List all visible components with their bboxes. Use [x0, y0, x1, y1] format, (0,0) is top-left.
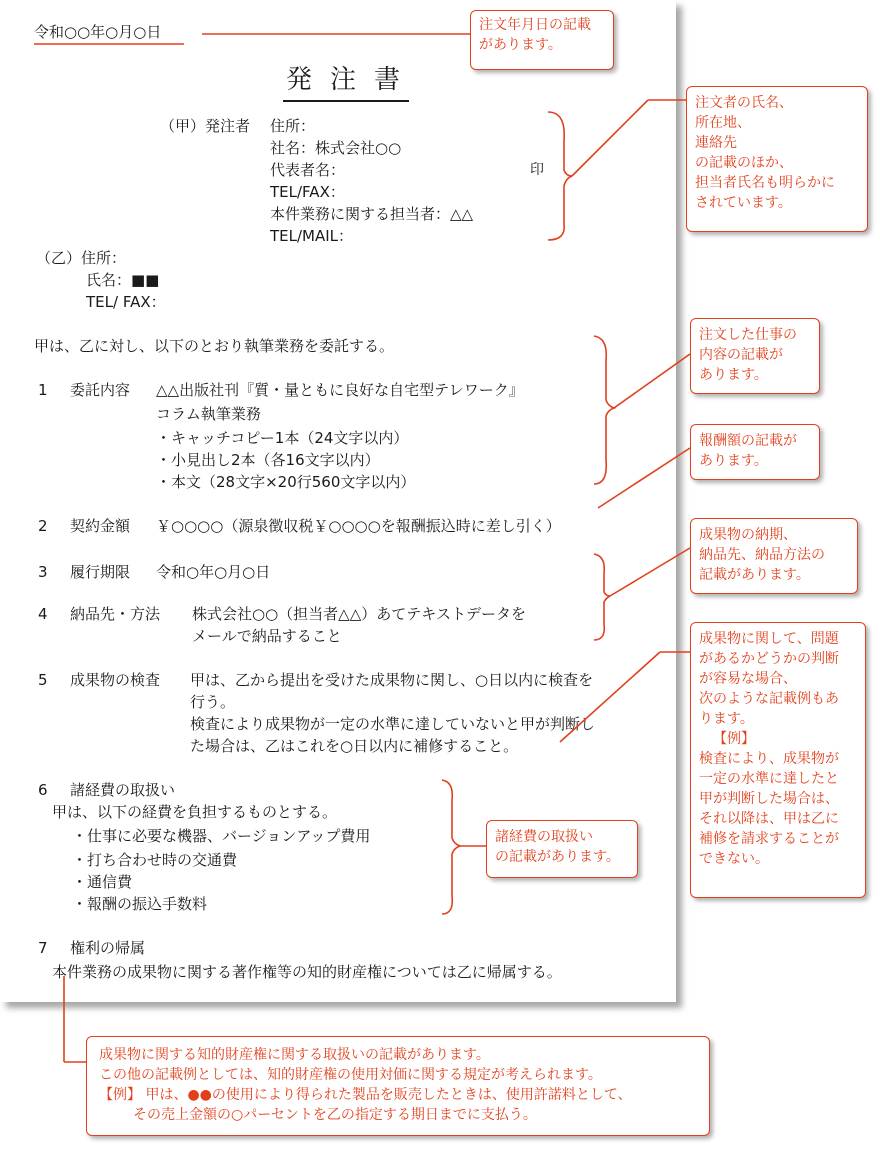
item-6-line: ・仕事に必要な機器、バージョンアップ費用 [72, 827, 371, 845]
callout-delivery: 成果物の納期、 納品先、納品方法の 記載があります。 [690, 518, 858, 594]
callout-fee: 報酬額の記載が あります。 [690, 424, 820, 480]
item-1-line: ・小見出し2本（各16文字以内） [156, 451, 380, 469]
item-6-line: 甲は、以下の経費を負担するものとする。 [52, 803, 338, 821]
item-7-number: 7 [38, 939, 48, 957]
order-date: 令和○○年○月○日 [34, 23, 162, 41]
work-connector [614, 354, 690, 408]
item-6-line: ・報酬の振込手数料 [72, 895, 208, 913]
inspection-connector [560, 652, 660, 742]
orderer-label: （甲）発注者 [160, 117, 251, 135]
orderer-address: 住所： [270, 117, 316, 135]
item-7-label: 権利の帰属 [70, 939, 146, 957]
item-3-number: 3 [38, 563, 48, 581]
item-7-text: 本件業務の成果物に関する著作権等の知的財産権については乙に帰属する。 [52, 963, 562, 981]
contractor-telfax: TEL/ FAX： [86, 293, 166, 311]
item-4-label: 納品先・方法 [70, 605, 161, 623]
item-6-line: ・打ち合わせ時の交通費 [72, 851, 238, 869]
item-2-number: 2 [38, 517, 48, 535]
item-4-number: 4 [38, 605, 48, 623]
callout-orderer: 注文者の氏名、 所在地、 連絡先 の記載のほか、 担当者氏名も明らかに されています。 [686, 86, 868, 232]
item-5-line: た場合は、乙はこれを○日以内に補修すること。 [190, 737, 519, 755]
orderer-connector [572, 100, 648, 176]
callout-rights: 成果物に関する知的財産権に関する取扱いの記載があります。 この他の記載例としては、知的財産権の使用対価に関する規定が考えられます。 【例】 甲は、●●の使用により得られた製品を販売したときは、使用許諾料として、 その売上金額の○パーセントを乙の指定する期日までに支払う。 [86, 1036, 710, 1136]
orderer-brace [548, 112, 572, 240]
item-5-number: 5 [38, 671, 48, 689]
item-1-line: コラム執筆業務 [156, 405, 261, 423]
expenses-brace [442, 780, 460, 914]
item-1-label: 委託内容 [70, 381, 131, 399]
item-4-line: 株式会社○○（担当者△△）あてテキストデータを [192, 605, 526, 623]
item-4-line: メールで納品すること [192, 627, 342, 645]
item-1-line: ・本文（28文字×20行560文字以内） [156, 473, 416, 491]
item-1-line: ・キャッチコピー1本（24文字以内） [156, 429, 409, 447]
item-6-number: 6 [38, 781, 48, 799]
item-3-label: 履行期限 [70, 563, 131, 581]
item-1-line: △△出版社刊『質・量ともに良好な自宅型テレワーク』 [156, 381, 524, 399]
intro-text: 甲は、乙に対し、以下のとおり執筆業務を委託する。 [34, 337, 395, 355]
item-3-text: 令和○年○月○日 [156, 563, 271, 581]
item-5-line: 甲は、乙から提出を受けた成果物に関し、○日以内に検査を [190, 671, 594, 689]
callout-date: 注文年月日の記載 があります。 [470, 10, 614, 70]
item-5-label: 成果物の検査 [70, 671, 161, 689]
callout-expenses: 諸経費の取扱い の記載があります。 [486, 820, 638, 878]
orderer-representative: 代表者名： [270, 161, 346, 179]
orderer-telmail: TEL/MAIL： [270, 227, 354, 245]
callout-work: 注文した仕事の 内容の記載が あります。 [690, 318, 820, 394]
item-5-line: 検査により成果物が一定の水準に達していないと甲が判断し [190, 715, 596, 733]
document-title: 発注書 [286, 65, 419, 95]
item-6-label: 諸経費の取扱い [70, 781, 176, 799]
orderer-company: 社名：株式会社○○ [270, 139, 402, 157]
contractor-address: （乙）住所： [36, 249, 127, 267]
fee-connector [598, 448, 690, 508]
delivery-connector [610, 548, 690, 596]
callout-inspection: 成果物に関して、問題 があるかどうかの判断 が容易な場合、 次のような記載例もあ ります。 【例】 検査により、成果物が 一定の水準に達したと 甲が判断した場合は、 それ以降は、甲は乙に 補修を請求することが できない。 [690, 622, 866, 898]
delivery-brace [594, 554, 610, 640]
orderer-telfax: TEL/FAX： [270, 183, 345, 201]
work-brace [594, 336, 614, 484]
item-6-line: ・通信費 [72, 873, 133, 891]
item-5-line: 行う。 [190, 693, 236, 711]
item-1-number: 1 [38, 381, 48, 399]
seal-mark: 印 [530, 162, 544, 178]
item-2-text: ￥○○○○（源泉徴収税￥○○○○を報酬振込時に差し引く） [156, 517, 561, 535]
contractor-name: 氏名：■■ [86, 271, 160, 289]
orderer-contact: 本件業務に関する担当者：△△ [270, 205, 474, 223]
item-2-label: 契約金額 [70, 517, 131, 535]
